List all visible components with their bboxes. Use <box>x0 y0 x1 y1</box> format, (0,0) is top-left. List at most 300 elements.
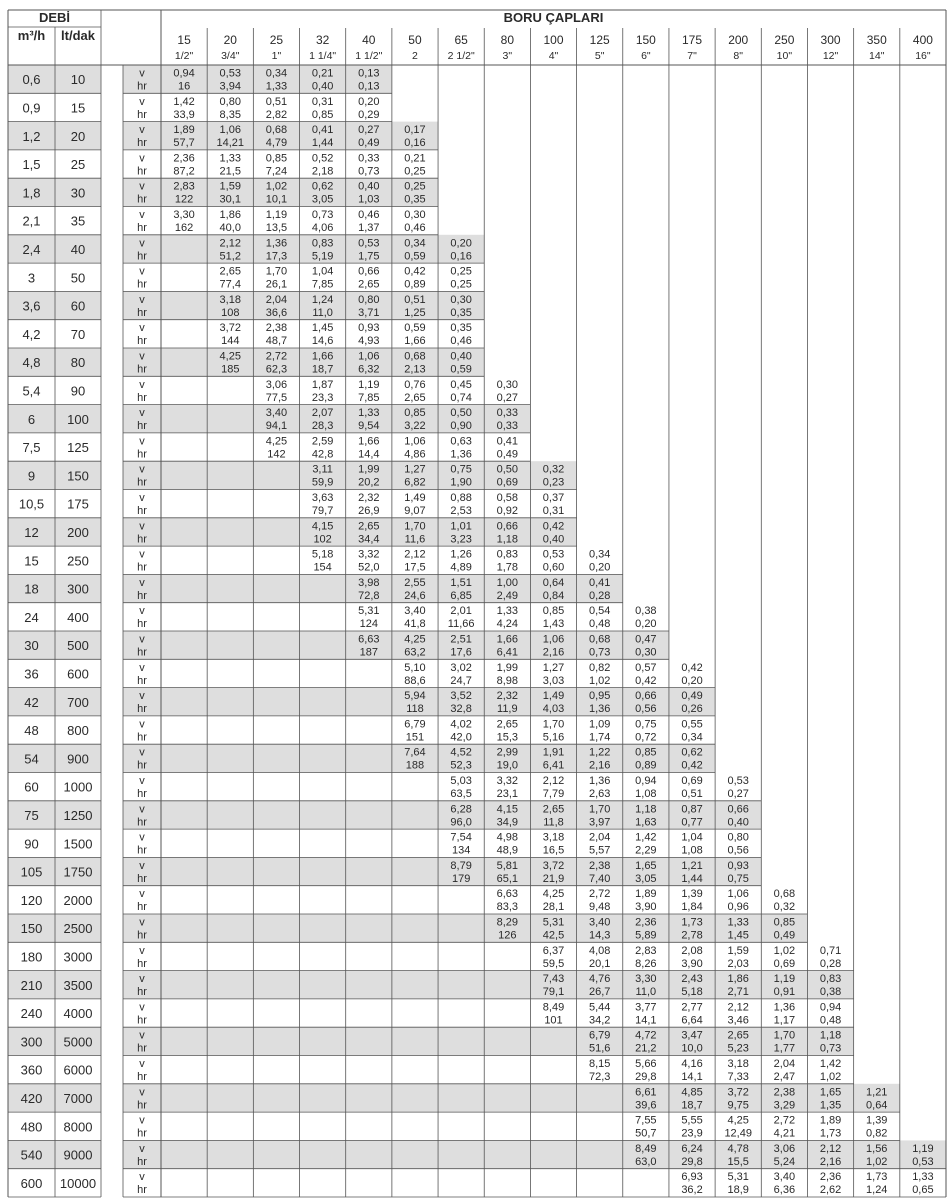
velocity-value: 1,70 <box>773 1029 796 1042</box>
flow-lpm: 25 <box>70 157 86 173</box>
headloss-value: 0,69 <box>496 476 519 489</box>
velocity-value: 0,88 <box>450 492 472 504</box>
velocity-value: 0,51 <box>404 293 426 306</box>
headloss-value: 1,25 <box>404 306 426 319</box>
velocity-value: 0,62 <box>311 180 334 193</box>
velocity-value: 5,31 <box>542 916 565 929</box>
headloss-label: hr <box>137 335 147 348</box>
velocity-value: 2,65 <box>496 718 519 731</box>
velocity-value: 8,49 <box>542 1001 565 1014</box>
velocity-value: 3,40 <box>404 605 426 618</box>
pipe-size-mm: 80 <box>500 33 515 47</box>
headloss-value: 79,1 <box>542 986 565 999</box>
headloss-value: 83,3 <box>496 901 519 914</box>
headloss-value: 1,37 <box>358 222 380 234</box>
headloss-value: 0,27 <box>496 391 519 404</box>
velocity-value: 0,94 <box>819 1001 842 1014</box>
headloss-value: 2,18 <box>311 165 334 178</box>
velocity-value: 0,57 <box>635 661 657 674</box>
headloss-value: 7,85 <box>311 278 334 291</box>
headloss-value: 0,51 <box>681 788 703 800</box>
velocity-value: 0,76 <box>404 378 426 391</box>
headloss-value: 9,75 <box>727 1099 749 1112</box>
headloss-label: hr <box>137 391 147 404</box>
velocity-value: 1,70 <box>404 520 426 533</box>
pipe-size-inch: 2 1/2" <box>447 50 475 62</box>
velocity-value: 0,34 <box>404 237 426 250</box>
velocity-value: 6,24 <box>681 1142 703 1155</box>
headloss-value: 42,8 <box>311 448 334 461</box>
headloss-value: 15,3 <box>496 731 519 744</box>
headloss-value: 0,26 <box>681 703 703 716</box>
headloss-value: 14,4 <box>358 448 380 461</box>
velocity-label: v <box>139 661 145 674</box>
row-shade <box>123 631 669 659</box>
pipe-size-inch: 10" <box>776 50 793 62</box>
velocity-value: 2,55 <box>404 576 426 589</box>
velocity-value: 3,32 <box>496 775 519 787</box>
pipe-size-mm: 150 <box>635 33 656 47</box>
headloss-label: hr <box>137 759 147 772</box>
velocity-label: v <box>139 718 145 731</box>
velocity-value: 2,01 <box>450 605 472 618</box>
headloss-value: 88,6 <box>404 674 426 687</box>
velocity-value: 3,72 <box>542 859 565 872</box>
headloss-label: hr <box>137 872 147 885</box>
headloss-label: hr <box>137 108 147 121</box>
pipe-size-inch: 7" <box>687 50 697 62</box>
velocity-value: 0,30 <box>450 293 472 306</box>
headloss-value: 77,4 <box>219 278 241 291</box>
headloss-value: 3,94 <box>219 80 241 93</box>
velocity-value: 0,41 <box>496 435 519 448</box>
row-shade <box>123 65 392 93</box>
headloss-value: 20,2 <box>358 476 380 489</box>
velocity-value: 2,83 <box>635 944 657 957</box>
flow-m3h: 420 <box>20 1090 43 1106</box>
velocity-value: 5,03 <box>450 775 472 787</box>
headloss-value: 2,16 <box>588 759 611 772</box>
headloss-value: 1,73 <box>819 1127 842 1140</box>
flow-m3h: 105 <box>20 864 43 880</box>
velocity-value: 0,50 <box>450 407 472 420</box>
headloss-value: 0,20 <box>588 561 611 574</box>
velocity-value: 1,06 <box>542 633 565 646</box>
pipe-size-inch: 1 1/4" <box>309 50 337 62</box>
headloss-value: 0,40 <box>727 816 749 829</box>
headloss-value: 0,56 <box>635 703 657 716</box>
flow-lpm: 100 <box>67 411 89 427</box>
velocity-label: v <box>139 1029 145 1042</box>
velocity-value: 0,82 <box>588 661 611 674</box>
headloss-label: hr <box>137 278 147 291</box>
headloss-value: 8,26 <box>635 957 657 970</box>
velocity-label: v <box>139 973 145 986</box>
velocity-value: 0,50 <box>496 463 519 476</box>
flow-m3h: 54 <box>24 751 39 767</box>
headloss-label: hr <box>137 929 147 942</box>
headloss-value: 24,6 <box>404 589 426 602</box>
headloss-value: 0,28 <box>588 589 611 602</box>
flow-m3h: 120 <box>20 892 43 908</box>
headloss-value: 2,71 <box>727 986 749 999</box>
headloss-value: 0,85 <box>311 108 334 121</box>
velocity-value: 1,26 <box>450 548 472 561</box>
velocity-label: v <box>139 775 145 787</box>
headloss-value: 2,03 <box>727 957 749 970</box>
headloss-value: 14,21 <box>216 137 245 150</box>
velocity-value: 3,30 <box>173 209 195 221</box>
headloss-value: 0,35 <box>450 306 472 319</box>
headloss-value: 21,9 <box>542 872 565 885</box>
velocity-value: 3,98 <box>358 576 380 589</box>
velocity-value: 6,63 <box>496 888 519 901</box>
velocity-value: 4,98 <box>496 831 519 844</box>
headloss-value: 7,24 <box>265 165 288 178</box>
velocity-value: 1,06 <box>219 124 241 137</box>
velocity-value: 5,44 <box>588 1001 611 1014</box>
velocity-value: 1,59 <box>727 944 749 957</box>
velocity-value: 3,40 <box>773 1171 796 1184</box>
flow-m3h: 75 <box>24 807 39 823</box>
pipe-size-inch: 2 <box>412 50 418 62</box>
headloss-label: hr <box>137 1155 147 1168</box>
pipe-size-inch: 1/2" <box>174 50 194 62</box>
velocity-value: 0,20 <box>450 237 472 250</box>
velocity-value: 1,49 <box>404 492 426 504</box>
velocity-value: 1,66 <box>496 633 519 646</box>
velocity-value: 5,81 <box>496 859 519 872</box>
velocity-value: 3,40 <box>588 916 611 929</box>
velocity-value: 2,72 <box>265 350 288 363</box>
velocity-value: 0,58 <box>496 492 519 504</box>
flow-m3h: 540 <box>20 1147 43 1163</box>
velocity-value: 3,47 <box>681 1029 703 1042</box>
headloss-label: hr <box>137 703 147 716</box>
flow-lpm: 500 <box>67 638 89 654</box>
velocity-value: 1,18 <box>635 803 657 816</box>
flow-lpm: 1250 <box>63 807 93 823</box>
headloss-value: 42,0 <box>450 731 472 744</box>
velocity-value: 0,69 <box>681 775 703 787</box>
velocity-label: v <box>139 407 145 420</box>
row-shade <box>123 291 484 319</box>
headloss-value: 63,5 <box>450 788 472 800</box>
velocity-value: 0,51 <box>265 95 288 108</box>
headloss-value: 0,25 <box>404 165 426 178</box>
headloss-value: 5,18 <box>681 986 703 999</box>
headloss-value: 63,0 <box>635 1155 657 1168</box>
velocity-value: 5,31 <box>727 1171 749 1184</box>
velocity-value: 3,40 <box>265 407 288 420</box>
velocity-value: 0,87 <box>681 803 703 816</box>
velocity-value: 1,73 <box>681 916 703 929</box>
flow-lpm: 5000 <box>63 1034 93 1050</box>
velocity-label: v <box>139 350 145 363</box>
velocity-value: 1,45 <box>311 322 334 335</box>
velocity-value: 1,04 <box>681 831 703 844</box>
headloss-value: 3,23 <box>450 533 472 546</box>
headloss-value: 0,72 <box>635 731 657 744</box>
headloss-value: 9,07 <box>404 505 426 517</box>
velocity-value: 0,53 <box>358 237 380 250</box>
headloss-value: 4,06 <box>311 222 334 234</box>
headloss-value: 0,96 <box>727 901 749 914</box>
flow-lpm: 9000 <box>63 1147 93 1163</box>
headloss-value: 11,9 <box>497 703 518 716</box>
velocity-value: 2,32 <box>496 690 519 703</box>
headloss-value: 0,42 <box>635 674 657 687</box>
velocity-value: 0,33 <box>496 407 519 420</box>
velocity-value: 0,47 <box>635 633 657 646</box>
headloss-value: 4,79 <box>265 137 288 150</box>
headloss-value: 5,16 <box>542 731 565 744</box>
velocity-value: 0,32 <box>542 463 565 476</box>
headloss-value: 3,90 <box>635 901 657 914</box>
headloss-value: 0,32 <box>773 901 796 914</box>
velocity-value: 3,30 <box>635 973 657 986</box>
headloss-value: 2,78 <box>681 929 703 942</box>
velocity-value: 0,53 <box>219 67 241 80</box>
velocity-value: 0,93 <box>358 322 380 335</box>
velocity-value: 3,72 <box>727 1086 749 1099</box>
pipe-size-mm: 32 <box>315 33 330 47</box>
headloss-label: hr <box>137 1099 147 1112</box>
headloss-label: hr <box>137 901 147 914</box>
velocity-value: 1,02 <box>265 180 288 193</box>
headloss-value: 0,91 <box>773 986 796 999</box>
headloss-value: 1,02 <box>866 1155 888 1168</box>
flow-m3h: 42 <box>24 694 39 710</box>
velocity-value: 2,38 <box>265 322 288 335</box>
headloss-value: 9,54 <box>358 420 380 433</box>
headloss-value: 5,24 <box>773 1155 796 1168</box>
headloss-label: hr <box>137 561 147 574</box>
flow-m3h: 4,8 <box>22 355 41 371</box>
velocity-value: 1,70 <box>588 803 611 816</box>
headloss-value: 41,8 <box>404 618 426 631</box>
headloss-label: hr <box>137 448 147 461</box>
headloss-value: 52,3 <box>450 759 472 772</box>
flow-lpm: 40 <box>70 241 86 257</box>
flow-lpm: 10 <box>70 72 86 88</box>
velocity-value: 0,85 <box>265 152 288 165</box>
velocity-value: 8,29 <box>496 916 519 929</box>
velocity-value: 4,16 <box>681 1058 703 1070</box>
headloss-value: 151 <box>405 731 425 744</box>
velocity-value: 1,06 <box>727 888 749 901</box>
headloss-value: 23,1 <box>496 788 519 800</box>
headloss-label: hr <box>137 1127 147 1140</box>
velocity-value: 0,41 <box>311 124 334 137</box>
velocity-value: 2,04 <box>265 293 288 306</box>
headloss-value: 2,82 <box>265 108 288 121</box>
velocity-value: 5,66 <box>635 1058 657 1070</box>
velocity-value: 0,68 <box>265 124 288 137</box>
headloss-value: 1,90 <box>450 476 472 489</box>
flow-m3h: 30 <box>24 638 39 654</box>
velocity-label: v <box>139 492 145 504</box>
flow-m3h: 0,9 <box>22 100 41 116</box>
flow-unit-lpm: lt/dak <box>61 28 95 43</box>
velocity-value: 8,79 <box>450 859 472 872</box>
headloss-value: 0,46 <box>404 222 426 234</box>
pipe-size-inch: 6" <box>641 50 651 62</box>
headloss-label: hr <box>137 476 147 489</box>
pipe-size-mm: 400 <box>912 33 933 47</box>
velocity-value: 0,62 <box>681 746 703 759</box>
row-shade <box>123 857 761 885</box>
pipe-size-mm: 200 <box>728 33 749 47</box>
headloss-value: 0,20 <box>681 674 703 687</box>
velocity-value: 0,21 <box>404 152 426 165</box>
headloss-value: 6,41 <box>496 646 519 659</box>
headloss-value: 10,0 <box>681 1042 703 1055</box>
headloss-value: 144 <box>221 335 240 348</box>
pipe-size-inch: 16" <box>915 50 931 62</box>
velocity-value: 1,21 <box>681 859 703 872</box>
headloss-value: 187 <box>359 646 378 659</box>
velocity-label: v <box>139 95 145 108</box>
flow-m3h: 0,6 <box>22 72 41 88</box>
headloss-value: 1,75 <box>358 250 380 263</box>
headloss-label: hr <box>137 788 147 800</box>
velocity-value: 1,39 <box>866 1114 888 1127</box>
velocity-value: 0,85 <box>773 916 796 929</box>
headloss-value: 11,66 <box>447 618 475 631</box>
velocity-value: 0,66 <box>635 690 657 703</box>
pipe-size-mm: 65 <box>454 33 468 47</box>
velocity-value: 4,76 <box>588 973 611 986</box>
velocity-value: 0,42 <box>542 520 565 533</box>
flow-lpm: 2000 <box>63 892 93 908</box>
velocity-value: 0,41 <box>588 576 611 589</box>
velocity-value: 4,08 <box>588 944 611 957</box>
headloss-value: 48,7 <box>265 335 288 348</box>
headloss-value: 57,7 <box>173 137 195 150</box>
velocity-value: 0,80 <box>358 293 380 306</box>
velocity-value: 0,53 <box>542 548 565 561</box>
headloss-label: hr <box>137 618 147 631</box>
velocity-value: 6,93 <box>681 1171 703 1184</box>
velocity-value: 2,77 <box>681 1001 703 1014</box>
velocity-value: 1,86 <box>727 973 749 986</box>
headloss-value: 4,03 <box>542 703 565 716</box>
velocity-label: v <box>139 293 145 306</box>
velocity-value: 0,25 <box>404 180 426 193</box>
headloss-value: 29,8 <box>681 1155 703 1168</box>
headloss-value: 0,77 <box>681 816 703 829</box>
velocity-value: 6,79 <box>588 1029 611 1042</box>
headloss-value: 0,92 <box>496 505 519 517</box>
velocity-label: v <box>139 265 145 278</box>
headloss-label: hr <box>137 505 147 517</box>
headloss-value: 0,69 <box>773 957 796 970</box>
velocity-value: 0,71 <box>819 944 842 957</box>
velocity-value: 3,06 <box>773 1142 796 1155</box>
velocity-value: 5,55 <box>681 1114 703 1127</box>
flow-lpm: 20 <box>70 128 86 144</box>
velocity-label: v <box>139 67 145 80</box>
flow-lpm: 80 <box>70 355 86 371</box>
velocity-value: 0,30 <box>496 378 519 391</box>
flow-m3h: 4,2 <box>22 326 41 342</box>
velocity-value: 5,31 <box>358 605 380 618</box>
headloss-value: 1,03 <box>358 193 380 206</box>
velocity-value: 0,83 <box>311 237 334 250</box>
flow-lpm: 400 <box>67 609 89 625</box>
velocity-value: 3,18 <box>542 831 565 844</box>
flow-lpm: 7000 <box>63 1090 93 1106</box>
headloss-label: hr <box>137 363 147 376</box>
headloss-value: 36,6 <box>265 306 288 319</box>
headloss-value: 11,0 <box>635 986 657 999</box>
headloss-value: 101 <box>544 1014 563 1027</box>
velocity-value: 0,42 <box>404 265 426 278</box>
headloss-value: 29,8 <box>635 1071 657 1083</box>
velocity-value: 2,12 <box>819 1142 842 1155</box>
velocity-value: 3,02 <box>450 661 472 674</box>
velocity-value: 0,20 <box>358 95 380 108</box>
velocity-value: 1,42 <box>819 1058 842 1070</box>
pipe-size-inch: 8" <box>733 50 743 62</box>
velocity-value: 1,19 <box>265 209 288 221</box>
velocity-value: 1,65 <box>819 1086 842 1099</box>
headloss-value: 17,5 <box>404 561 426 574</box>
velocity-value: 0,94 <box>173 67 195 80</box>
velocity-value: 1,39 <box>681 888 703 901</box>
headloss-value: 0,49 <box>496 448 519 461</box>
velocity-value: 1,73 <box>866 1171 888 1184</box>
headloss-value: 0,59 <box>404 250 426 263</box>
pipe-size-inch: 5" <box>594 50 605 62</box>
headloss-label: hr <box>137 957 147 970</box>
velocity-value: 0,85 <box>542 605 565 618</box>
headloss-value: 134 <box>451 844 471 857</box>
headloss-value: 16 <box>177 80 191 93</box>
velocity-value: 1,66 <box>358 435 380 448</box>
velocity-value: 0,21 <box>311 67 334 80</box>
velocity-value: 2,43 <box>681 973 703 986</box>
flow-lpm: 150 <box>67 468 89 484</box>
velocity-value: 1,36 <box>773 1001 796 1014</box>
headloss-value: 1,43 <box>542 618 565 631</box>
headloss-value: 21,2 <box>635 1042 657 1055</box>
flow-m3h: 300 <box>20 1034 43 1050</box>
headloss-value: 2,49 <box>496 589 519 602</box>
velocity-label: v <box>139 1001 145 1014</box>
flow-m3h: 480 <box>20 1119 43 1135</box>
flow-lpm: 1000 <box>63 779 93 795</box>
velocity-value: 0,66 <box>358 265 380 278</box>
headloss-label: hr <box>137 165 147 178</box>
velocity-value: 7,55 <box>635 1114 657 1127</box>
velocity-value: 0,49 <box>681 690 703 703</box>
velocity-value: 2,65 <box>358 520 380 533</box>
headloss-value: 5,19 <box>311 250 334 263</box>
headloss-value: 0,73 <box>588 646 611 659</box>
headloss-value: 5,57 <box>588 844 611 857</box>
velocity-value: 2,12 <box>404 548 426 561</box>
headloss-value: 11,0 <box>312 306 333 319</box>
headloss-value: 5,89 <box>635 929 657 942</box>
velocity-value: 3,63 <box>311 492 334 504</box>
pipe-size-mm: 50 <box>408 33 422 47</box>
velocity-label: v <box>139 180 145 193</box>
headloss-value: 30,1 <box>219 193 241 206</box>
headloss-value: 1,02 <box>588 674 611 687</box>
velocity-value: 3,72 <box>219 322 241 335</box>
